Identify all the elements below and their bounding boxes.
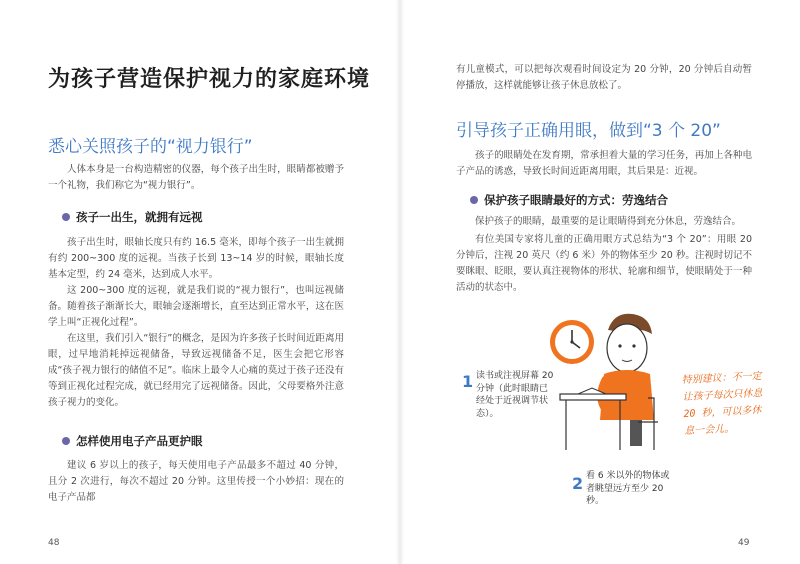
annotation-number-1: 1 xyxy=(462,372,474,391)
page-number-left: 48 xyxy=(48,538,60,548)
section-title-vision-bank: 悉心关照孩子的“视力银行” xyxy=(48,137,253,157)
paragraph-hyperopia-reserve: 这 200~300 度的远视，就是我们说的“视力银行”，也叫远视储备。随着孩子渐渐长大，眼轴会逐渐增长，直至达到正常水平，这在医学上叫“正视化过程”。 xyxy=(48,285,344,328)
intro-paragraph: 人体本身是一台构造精密的仪器，每个孩子出生时，眼睛都被赠予一个礼物，我们称它为“视力银行”。 xyxy=(48,164,344,191)
annotation-text-1: 读书或注视屏幕 20 分钟（此时眼睛已经处于近视调节状态）。 xyxy=(476,371,554,419)
paragraph-screen-time: 建议 6 岁以上的孩子，每天使用电子产品最多不超过 40 分钟，且分 2 次进行，每次不超过 20 分钟。这里传授一个小妙招：现在的电子产品都 xyxy=(48,460,344,503)
subheading-born-hyperopia xyxy=(62,209,203,225)
paragraph-continued: 有儿童模式，可以把每次观看时间设定为 20 分钟，20 分钟后自动暂停播放，这样就能够让孩子休息放松了。 xyxy=(456,64,752,91)
section-title-three-20: 引导孩子正确用眼，做到“3 个 20” xyxy=(456,121,721,141)
paragraph-bank-concept: 在这里，我们引入“银行”的概念，是因为许多孩子长时间近距离用眼，过早地消耗掉远视储备，导致远视储备不足，医生会把它形容成“孩子视力银行的储值不足”。临床上最令人心痛的莫过于孩子还没有等到正视化过程完成，就已经用完了远视储备。因此，父母要格外注意孩子视力的变化。 xyxy=(48,333,344,408)
subheading-rest-balance xyxy=(470,192,668,208)
subheading-text: 孩子一出生，就拥有远视 xyxy=(76,210,203,224)
page-title: 为孩子营造保护视力的家庭环境 xyxy=(48,67,371,92)
wall-clock-icon xyxy=(550,320,594,364)
right-page xyxy=(400,0,800,564)
annotation-number-2: 2 xyxy=(572,474,584,493)
subheading-electronic-products xyxy=(62,433,203,449)
page-number-right: 49 xyxy=(738,538,750,548)
special-advice-note: 特别建议：不一定让孩子每次只休息 20 秒，可以多休息一会儿。 xyxy=(681,370,763,438)
bullet-dot-icon xyxy=(470,196,478,204)
paragraph-three-20-rule: 有位美国专家将儿童的正确用眼方式总结为“3 个 20”：用眼 20 分钟后，注视 20 英尺（约 6 米）外的物体至少 20 秒。注视时切记不要眯眼、眨眼，要认真注视物体的形状、轮廓和细节，使眼睛处于一种活动的状态中。 xyxy=(456,234,752,293)
child-reading-illustration xyxy=(542,302,672,452)
subheading-text: 保护孩子眼睛最好的方式：劳逸结合 xyxy=(484,193,668,207)
paragraph-rest-eyes: 保护孩子的眼睛，最重要的是让眼睛得到充分休息，劳逸结合。 xyxy=(475,216,742,227)
child-figure xyxy=(600,314,654,446)
paragraph-axial-length: 孩子出生时，眼轴长度只有约 16.5 毫米，即每个孩子一出生就拥有约 200~300 度的远视。当孩子长到 13~14 岁的时候，眼轴长度基本定型，约 24 毫米，达到成人水平。 xyxy=(48,237,344,280)
annotation-text-2: 看 6 米以外的物体或者眺望远方至少 20 秒。 xyxy=(586,471,670,506)
bullet-dot-icon xyxy=(62,437,70,445)
subheading-text: 怎样使用电子产品更护眼 xyxy=(76,434,203,448)
paragraph-development-period: 孩子的眼睛处在发育期，常承担着大量的学习任务，再加上各种电子产品的诱惑，导致长时间近距离用眼，其后果是：近视。 xyxy=(456,150,752,177)
bullet-dot-icon xyxy=(62,213,70,221)
